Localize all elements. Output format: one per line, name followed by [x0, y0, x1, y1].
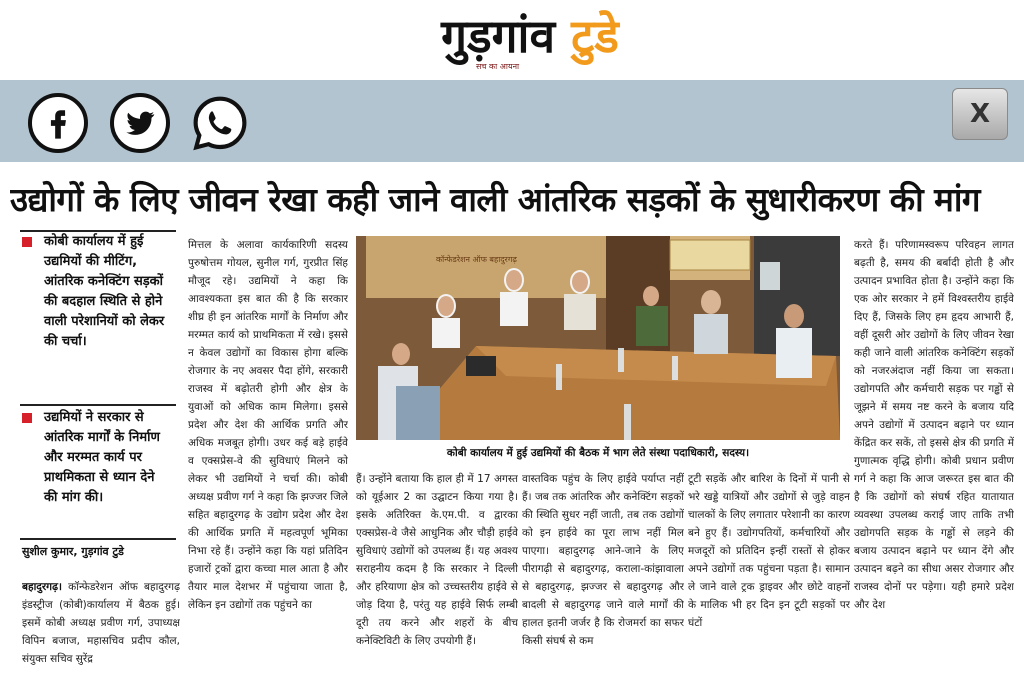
- highlight-box: [22, 408, 172, 508]
- masthead: [0, 0, 1024, 80]
- article-column-5: [688, 470, 850, 683]
- close-button[interactable]: X: [952, 88, 1008, 140]
- highlight-text: कोबी कार्यालय में हुई उद्यमियों की मीटिंग, आंतरिक कनेक्टिंग सड़कों की बदहाल स्थिति से होने वाली परेशानियों को लेकर की चर्चा।: [44, 234, 165, 349]
- red-bullet-icon: [22, 237, 32, 247]
- facebook-icon[interactable]: [28, 93, 88, 153]
- article-column-4: [522, 470, 684, 683]
- photo-wall-text: कॉन्फेडरेशन ऑफ बहादुरगढ़: [436, 255, 517, 264]
- column-text: टूटी सड़कें और बारिश के दिनों में पानी से भरे खड्डे यात्रियों और उद्योगों से जुड़े वाहन चालकों के लिए लगातार परेशानी का कारण बने हुए हैं। उद्योगपतियों, कर्मचारियों और मजदूरों को प्रतिदिन इन्हीं रास्तों से होकर अपने उद्योगों तक पहुंचना पड़ता है। सामान ले जाने वाले ट्रक ड्राइवर और छोटे वाहनों के मालिक भी हर दिन इन टूटी सड़कों पर घंटों: [688, 473, 850, 629]
- column-text: करते हैं। परिणामस्वरूप परिवहन लागत बढ़ती है, समय की बर्बादी होती है और उत्पादन प्रभावित होता है। उन्होंने कहा कि एक ओर सरकार ने हमें विश्वस्तरीय हाईवे दिए हैं, जिसके लिए हम हृदय आभारी हैं, वहीं दूसरी ओर उद्योगों के लिए जीवन रेखा कही जाने वाली आंतरिक कनेक्टिंग सड़कों को नजरअंदाज नहीं किया जा सकता। उद्योगपति और कर्मचारी सड़क पर गड्ढों से जूझने में समय नष्ट करने के बजाय यदि अपने उद्योगों में उत्पादन बढ़ाने पर ध्यान केंद्रित कर सकें, तो इससे क्षेत्र की प्रगति में गुणात्मक वृद्धि होगी। कोबी प्रधान प्रवीण गर्ग ने कहा कि आज जरूरत इस बात की है कि उद्योगों को संघर्ष रहित यातायात व्यवस्था उपलब्ध कराई जाए ताकि तभी उद्योगपति सड़क के गड्ढों से लड़ने की बजाय उत्पादन बढ़ाने पर ध्यान देंगे और उत्पादन बढ़ने का सीधा असर रोजगार और राजस्व दोनों पर पड़ेगा। यही हमारे प्रदेश और देश: [854, 239, 1014, 611]
- column-text: कॉन्फेडरेशन ऑफ बहादुरगढ़ इंडस्ट्रीज (कोबी)कार्यालय में बैठक हुई। इसमें कोबी अध्यक्ष प्रवीण गर्ग, उपाध्यक्ष विपिन बजाज, महासचिव प्रदीप कौल, संयुक्त सचिव सुरेंद्र: [22, 581, 180, 665]
- article-headline: उद्योगों के लिए जीवन रेखा कही जाने वाली आंतरिक सड़कों के सुधारीकरण की मांग: [10, 180, 980, 219]
- highlight-box: [22, 232, 172, 352]
- whatsapp-icon[interactable]: [190, 93, 250, 153]
- column-text: मित्तल के अलावा कार्यकारिणी सदस्य पुरुषोत्तम गोयल, सुनील गर्ग, गुरप्रीत सिंह मौजूद रहे। उद्यमियों ने कहा कि आवश्यकता इस बात की है कि सरकार शीघ्र ही इन आंतरिक मार्गों के निर्माण और मरम्मत कार्य को प्राथमिकता में रखे। इससे न केवल उद्योगों का विकास होगा बल्कि रोजगार के नए अवसर पैदा होंगे, सरकारी राजस्व में बढ़ोतरी होगी और क्षेत्र के युवाओं को अधिक काम मिलेगा। इससे प्रदेश और देश की आर्थिक प्रगति और अधिक मजबूत होगी। उधर कई बड़े हाईवे व एक्सप्रेस-वे की सुविधाएं मिलने को लेकर भी उद्यमियों ने चर्चा की। कोबी अध्यक्ष प्रवीण गर्ग ने कहा कि झज्जर जिले सहित बहादुरगढ़ के उद्योग प्रदेश और देश की आर्थिक प्रगति में महत्वपूर्ण भूमिका निभा रहे हैं। उन्होंने कहा कि यहां प्रतिदिन हजारों ट्रकों द्वारा कच्चा माल आता है और तैयार माल देशभर में पहुंचाया जाता है, लेकिन इन उद्योगों तक पहुंचने का: [188, 239, 348, 611]
- dateline: बहादुरगढ़।: [22, 581, 62, 593]
- twitter-icon[interactable]: [110, 93, 170, 153]
- red-bullet-icon: [22, 413, 32, 423]
- brand-logo-part2: टुडे: [571, 9, 619, 63]
- column-text: वास्तविक पहुंच के लिए हाईवे पर्याप्त नहीं हैं। जब तक आंतरिक और कनेक्टिंग सड़कों की स्थिति सुधर नहीं जाती, तब तक उद्योगों को इन हाईवे का पूरा लाभ नहीं मिल पाएगा। बहादुरगढ़ आने-जाने के लिए पीरागढ़ी से बहादुरगढ़, कराला-कांझावाला से बहादुरगढ़, झज्जर से बहादुरगढ़ और बादली से बहादुरगढ़ जाने वाले मार्गों की हालत इतनी जर्जर है कि रोजमर्रा का सफर किसी संघर्ष से कम: [522, 473, 684, 647]
- divider: [20, 538, 176, 540]
- highlight-text: उद्यमियों ने सरकार से आंतरिक मार्गों के निर्माण और मरम्मत कार्य पर प्राथमिकता से ध्यान देने की मांग की।: [44, 410, 160, 505]
- article-column-3: [356, 470, 518, 683]
- meeting-photo-illustration: [356, 236, 840, 440]
- column-text: हैं। उन्होंने बताया कि हाल ही में 17 अगस्त को यूईआर 2 का उद्घाटन किया गया है। इसके अतिरिक्त के.एम.पी. व द्वारका एक्सप्रेस-वे जैसे आधुनिक और चौड़ी हाईवे सुविधाएं उद्योगों को उपलब्ध हैं। यह अवश्य सराहनीय कदम है कि सरकार ने दिल्ली और हरियाणा क्षेत्र को उच्चस्तरीय हाईवे से जोड़ दिया है, परंतु यह हाईवे सिर्फ लम्बी दूरी तय करने और शहरों के बीच कनेक्टिविटी के लिए उपयोगी हैं।: [356, 473, 518, 647]
- brand-logo-part1: गुड़गांव: [441, 9, 556, 63]
- brand-tagline: सच का आयना: [476, 62, 520, 71]
- article-column-1: [22, 578, 180, 683]
- brand-logo: [380, 6, 680, 66]
- divider: [20, 404, 176, 406]
- byline: सुशील कुमार, गुड़गांव टुडे: [22, 545, 124, 558]
- article-photo: [356, 236, 840, 440]
- photo-caption: कोबी कार्यालय में हुई उद्यमियों की बैठक में भाग लेते संस्था पदाधिकारी, सदस्य।: [446, 447, 750, 459]
- share-bar: [0, 80, 1024, 162]
- article-column-2: [188, 236, 348, 683]
- article-column-6: [854, 236, 1014, 683]
